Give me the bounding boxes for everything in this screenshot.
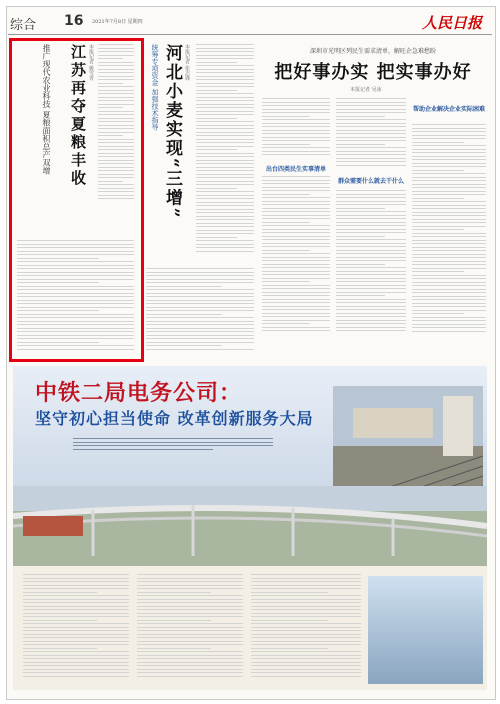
ad-subtitle: 坚守初心担当使命 改革创新服务大局 <box>35 409 314 428</box>
jiangsu-byline: 本报记者 姚雪青 <box>88 44 94 81</box>
shenzhen-col1-bottom <box>262 176 330 354</box>
shenzhen-col3 <box>412 124 486 354</box>
shenzhen-col1-top <box>262 98 330 160</box>
hebei-title: 河北小麦实现“三增” <box>162 44 182 220</box>
hebei-byline: 本报记者 张志锋 <box>184 44 190 81</box>
shenzhen-kicker: 深圳市光明区列民生需求清单，解旺企急难愁盼 <box>309 48 436 55</box>
jiangsu-body-lower <box>17 240 134 352</box>
page-number: 16 <box>64 13 84 29</box>
advertorial <box>13 366 487 690</box>
jiangsu-body-column <box>98 44 134 234</box>
hebei-body-lower <box>146 268 254 354</box>
shenzhen-subhead-3: 帮助企业解决企业实际困难 <box>412 106 485 113</box>
shenzhen-title: 把好事办实 把实事办好 <box>274 62 472 83</box>
page-header <box>8 12 492 34</box>
hebei-subtitle: 统筹专项资金 加强技术指导 <box>151 44 159 131</box>
hebei-body-column <box>196 44 254 264</box>
shenzhen-byline: 本报记者 吴冰 <box>350 87 382 93</box>
jiangsu-title: 江苏再夺夏粮丰收 <box>69 44 87 188</box>
station-photo <box>368 576 483 684</box>
header-rule <box>8 34 492 35</box>
ad-title: 中铁二局电务公司： <box>35 381 243 406</box>
shenzhen-col2-bottom <box>336 190 406 354</box>
section-label: 综合 <box>10 18 37 33</box>
ad-intro-text <box>73 438 273 464</box>
shenzhen-subhead-1: 出台四类民生实事清单 <box>265 166 326 173</box>
shenzhen-subhead-2: 群众需要什么就去干什么 <box>337 178 404 185</box>
masthead-logo: 人民日报 <box>421 14 482 32</box>
bridge-photo <box>13 486 487 566</box>
shenzhen-col2-top <box>336 98 406 172</box>
jiangsu-subtitle: 推广现代农业科技 夏粮面积总产双增 <box>42 44 51 175</box>
date-line: 2021年7月8日 星期四 <box>92 19 143 25</box>
